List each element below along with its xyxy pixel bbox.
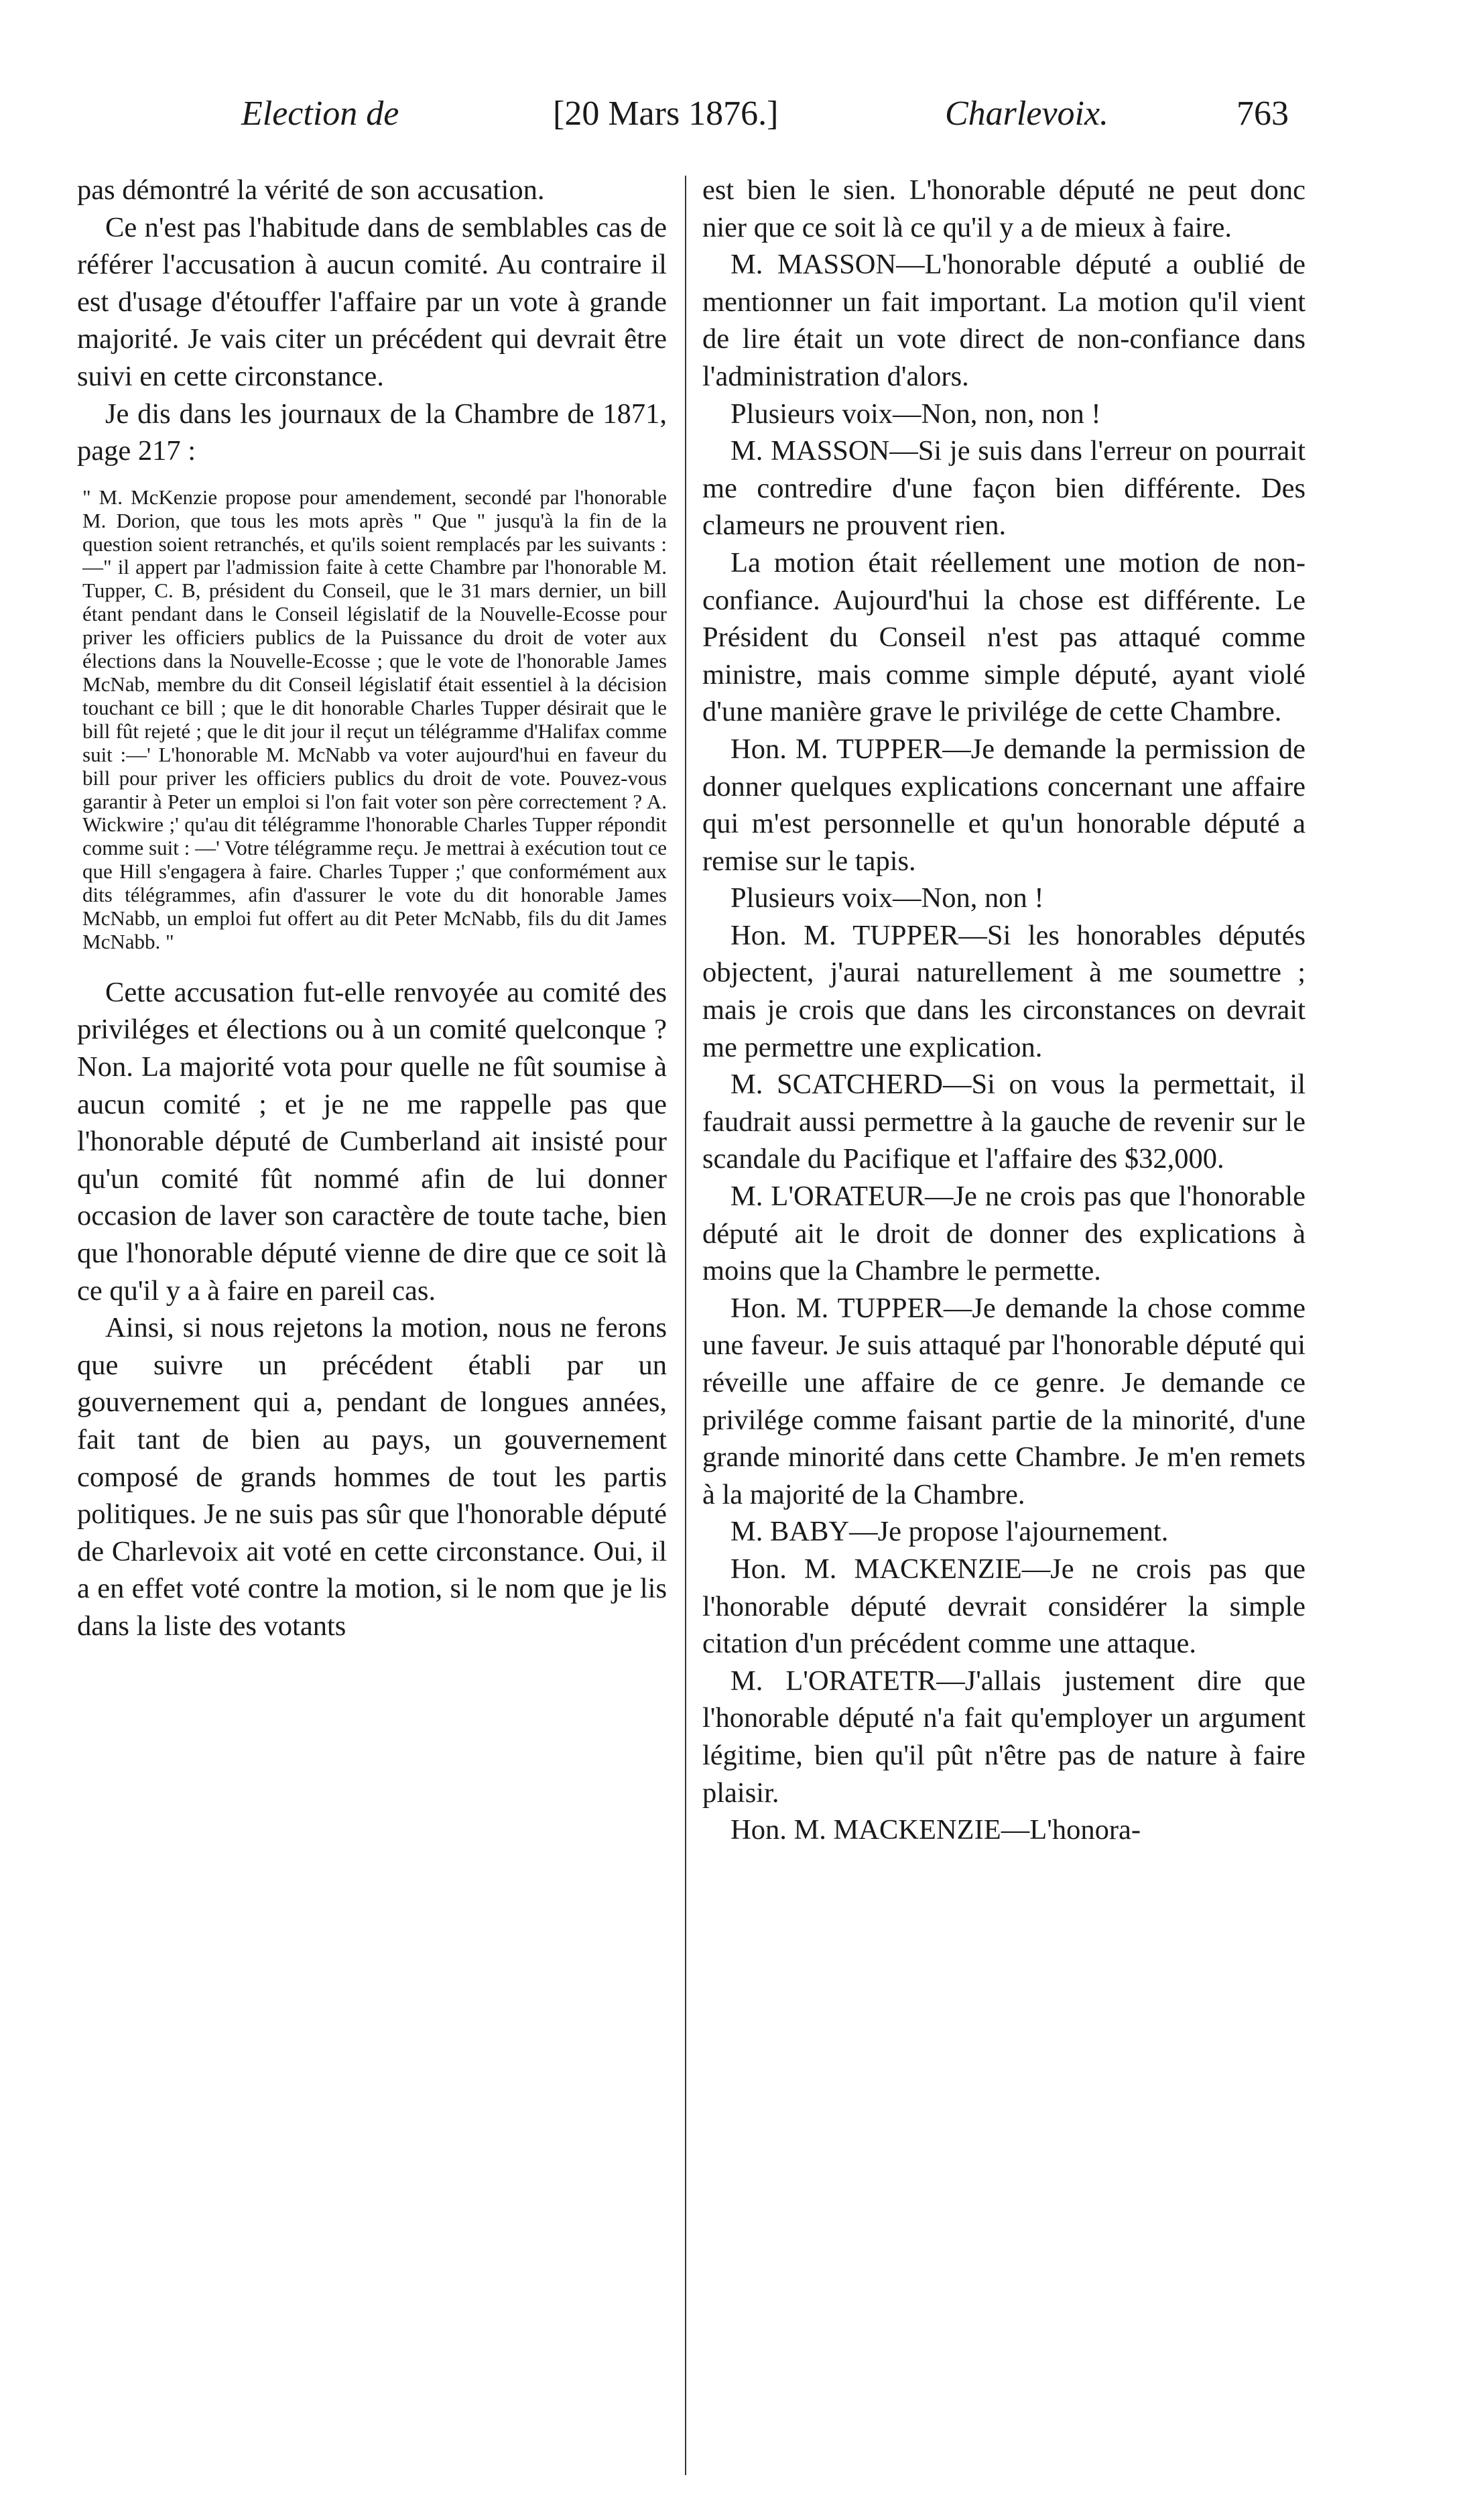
speech-paragraph: M. MASSON—L'honorable député a oublié de mentionner un fait important. La motion qu'il vient de lire était un vote direct de non-confiance dans l'administration d'alors.	[702, 249, 1306, 392]
paragraph: Je dis dans les journaux de la Chambre de 1871, page 217 :	[77, 398, 667, 467]
right-column	[702, 172, 1306, 1849]
speech-paragraph: Plusieurs voix—Non, non, non !	[730, 398, 1101, 430]
header-left-title: Election de	[241, 95, 399, 133]
speech-paragraph: Hon. M. MACKENZIE—Je ne crois pas que l'honorable député devrait considérer la simple citation d'un précédent comme une attaque.	[702, 1553, 1306, 1660]
speech-paragraph: M. BABY—Je propose l'ajournement.	[730, 1516, 1169, 1548]
header-date: [20 Mars 1876.]	[553, 95, 779, 133]
speech-paragraph: Plusieurs voix—Non, non !	[730, 882, 1044, 914]
speech-paragraph: M. MASSON—Si je suis dans l'erreur on pourrait me contredire d'une façon bien différente. Des clameurs ne prouvent rien.	[702, 435, 1306, 542]
speech-paragraph: Hon. M. MACKENZIE—L'honora-	[730, 1814, 1141, 1846]
column-divider	[685, 176, 686, 2475]
speech-paragraph: Hon. M. TUPPER—Je demande la permission de donner quelques explications concernant une affaire qui m'est personnelle et qu'un honorable député a remise sur le tapis.	[702, 733, 1306, 877]
paragraph: pas démontré la vérité de son accusation.	[77, 174, 545, 206]
paragraph: Cette accusation fut-elle renvoyée au comité des priviléges et élections ou à un comité quelconque ? Non. La majorité vota pour quelle ne fût soumise à aucun comité ; et je ne me rappelle pas que l'honorable député de Cumberland ait insisté pour qu'un comité fût nommé afin de lui donner occasion de laver son caractère de toute tache, bien que l'honorable député vienne de dire que ce soit là ce qu'il y a à faire en pareil cas.	[77, 976, 667, 1307]
page-header	[0, 94, 1463, 147]
speech-paragraph: M. SCATCHERD—Si on vous la permettait, il faudrait aussi permettre à la gauche de revenir sur le scandale du Pacifique et l'affaire des $32,000.	[702, 1069, 1306, 1175]
page-number: 763	[1236, 95, 1289, 133]
paragraph: Ainsi, si nous rejetons la motion, nous ne ferons que suivre un précédent établi par un gouvernement qui a, pendant de longues années, fait tant de bien au pays, un gouvernement composé de grands hommes de tout les partis politiques. Je ne suis pas sûr que l'honorable député de Charlevoix ait voté en cette circonstance. Oui, il a en effet voté contre la motion, si le nom que je lis dans la liste des votants	[77, 1312, 667, 1642]
quoted-motion: " M. McKenzie propose pour amendement, secondé par l'honorable M. Dorion, que tous les mots après " Que " jusqu'à la fin de la question soient retranchés, et qu'ils soient remplacés par les suivants :—" il appert par l'admission faite à cette Chambre par l'honorable M. Tupper, C. B, président du Conseil, que le 31 mars dernier, un bill étant pendant dans le Conseil législatif de la Nouvelle-Ecosse pour priver les officiers publics de la Puissance du droit de voter aux élections dans la Nouvelle-Ecosse ; que le vote de l'honorable James McNab, membre du dit Conseil législatif était essentiel à la décision touchant ce bill ; que le dit honorable Charles Tupper désirait que le bill fût rejeté ; que le dit jour il reçut un télégramme d'Halifax comme suit :—' L'honorable M. McNabb va voter aujourd'hui en faveur du bill pour priver les officiers publics du droit de vote. Pouvez-vous garantir à Peter un emploi si l'on fait voter son père correctement ? A. Wickwire ;' qu'au dit télégramme l'honorable Charles Tupper répondit comme suit : —' Votre télégramme reçu. Je mettrai à exécution tout ce que Hill s'engagera à faire. Charles Tupper ;' que conformément aux dits télégrammes, afin d'assurer le vote du dit honorable James McNabb, un emploi fut offert au dit Peter McNabb, fils du dit James McNabb. "	[82, 485, 667, 953]
speech-paragraph: Hon. M. TUPPER—Je demande la chose comme une faveur. Je suis attaqué par l'honorable député qui réveille une affaire de ce genre. Je demande ce privilége comme faisant partie de la minorité, d'une grande minorité dans cette Chambre. Je m'en remets à la majorité de la Chambre.	[702, 1292, 1306, 1510]
header-right-title: Charlevoix.	[945, 95, 1109, 133]
paragraph: Ce n'est pas l'habitude dans de semblables cas de référer l'accusation à aucun comité. Au contraire il est d'usage d'étouffer l'affaire par un vote à grande majorité. Je vais citer un précédent qui devrait être suivi en cette circonstance.	[77, 211, 667, 392]
speech-paragraph: M. L'ORATETR—J'allais justement dire que l'honorable député n'a fait qu'employer un argument légitime, bien qu'il pût n'être pas de nature à faire plaisir.	[702, 1665, 1306, 1809]
paragraph: est bien le sien. L'honorable député ne peut donc nier que ce soit là ce qu'il y a de mieux à faire.	[702, 174, 1306, 243]
paragraph: La motion était réellement une motion de non-confiance. Aujourd'hui la chose est différente. Le Président du Conseil n'est pas attaqué comme ministre, mais comme simple député, ayant violé d'une manière grave le privilége de cette Chambre.	[702, 546, 1306, 728]
speech-paragraph: Hon. M. TUPPER—Si les honorables députés objectent, j'aurai naturellement à me soumettre ; mais je crois que dans les circonstances on devrait me permettre une explication.	[702, 919, 1306, 1063]
left-column	[77, 172, 667, 1645]
speech-paragraph: M. L'ORATEUR—Je ne crois pas que l'honorable député ait le droit de donner des explications à moins que la Chambre le permette.	[702, 1181, 1306, 1287]
